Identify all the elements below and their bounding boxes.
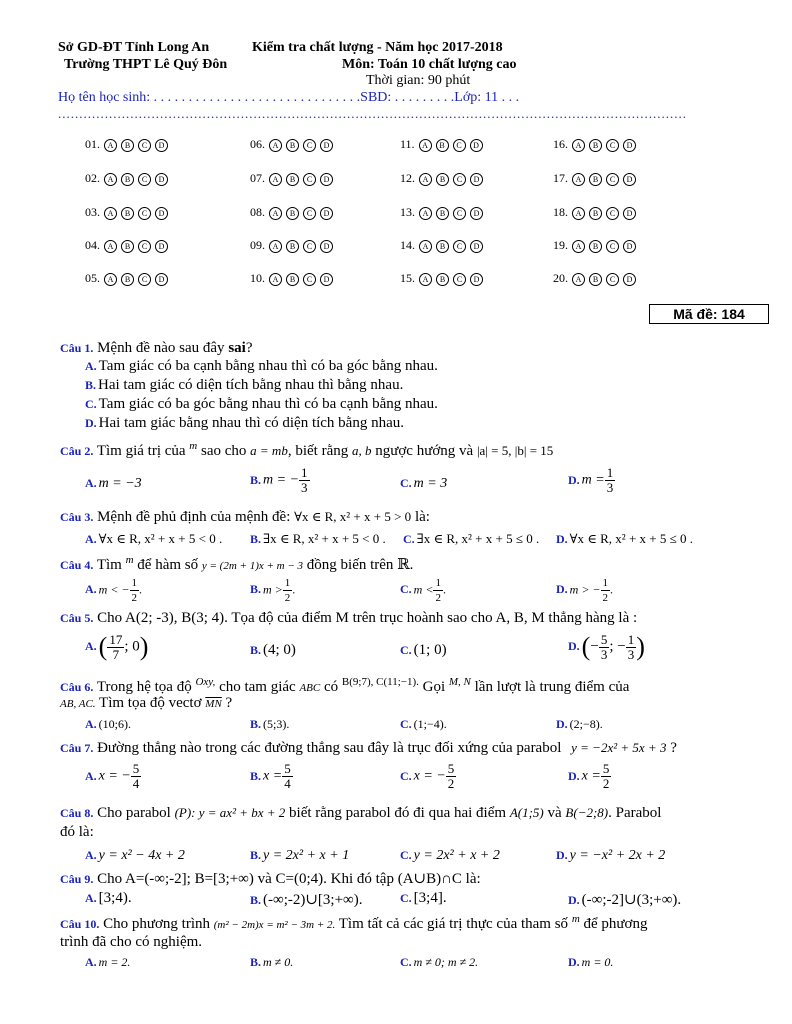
answer-bubble-b[interactable]: B	[436, 240, 449, 253]
answer-bubble-b[interactable]: B	[286, 240, 299, 253]
answer-bubble-c[interactable]: C	[606, 173, 619, 186]
answer-cell	[400, 171, 483, 186]
answer-bubble-c[interactable]: C	[138, 273, 151, 286]
answer-number: 11.	[400, 137, 415, 151]
q4-option-c[interactable]: C. m < $\frac{1}{2}$ .	[400, 577, 446, 604]
exam-code-box: Mã đề: 184	[649, 304, 769, 324]
answer-bubble-b[interactable]: B	[286, 207, 299, 220]
answer-number: 10.	[250, 271, 265, 285]
question-6-line2: AB, AC. Tìm tọa độ vectơ $\overline{MN}$ ?	[60, 695, 233, 711]
answer-bubble-c[interactable]: C	[606, 139, 619, 152]
answer-bubble-a[interactable]: A	[104, 173, 117, 186]
question-3: Câu 3. Mệnh đề phủ định của mệnh đề: ∀x ∈ R, x² + x + 5 > 0 là:	[60, 509, 430, 525]
answer-number: 04.	[85, 238, 100, 252]
answer-cell	[553, 171, 636, 186]
answer-cell	[85, 205, 168, 220]
question-1: Câu 1. Mệnh đề nào sau đây sai?	[60, 340, 253, 356]
answer-number: 18.	[553, 205, 568, 219]
answer-cell	[400, 238, 483, 253]
answer-bubble-d[interactable]: D	[155, 173, 168, 186]
q8-option-b[interactable]: B. y = 2x² + x + 1	[250, 848, 350, 863]
answer-bubble-b[interactable]: B	[589, 273, 602, 286]
answer-bubble-b[interactable]: B	[589, 240, 602, 253]
answer-bubble-d[interactable]: D	[320, 139, 333, 152]
answer-number: 20.	[553, 271, 568, 285]
answer-bubble-c[interactable]: C	[303, 240, 316, 253]
answer-bubble-a[interactable]: A	[572, 207, 585, 220]
answer-number: 02.	[85, 171, 100, 185]
answer-number: 16.	[553, 137, 568, 151]
answer-bubble-c[interactable]: C	[138, 139, 151, 152]
q10-option-c[interactable]: C. m ≠ 0; m ≠ 2.	[400, 955, 479, 969]
q5-option-c[interactable]: C. (1; 0)	[400, 642, 447, 658]
q6-option-d[interactable]: D. (2;−8).	[556, 717, 603, 731]
answer-bubble-b[interactable]: B	[436, 273, 449, 286]
answer-bubble-b[interactable]: B	[121, 273, 134, 286]
answer-bubble-a[interactable]: A	[269, 273, 282, 286]
q6-option-a[interactable]: A. (10;6).	[85, 717, 131, 731]
q4-option-d[interactable]: D. m > − $\frac{1}{2}$ .	[556, 577, 614, 604]
answer-bubble-d[interactable]: D	[155, 139, 168, 152]
q3-option-d[interactable]: D. ∀x ∈ R, x² + x + 5 ≤ 0 .	[556, 531, 694, 546]
answer-number: 08.	[250, 205, 265, 219]
question-5: Câu 5. Cho A(2; -3), B(3; 4). Tọa độ của điểm M trên trục hoành sao cho A, B, M thẳng hàng là :	[60, 610, 638, 626]
answer-bubble-b[interactable]: B	[286, 173, 299, 186]
answer-bubble-a[interactable]: A	[419, 240, 432, 253]
q10-option-a[interactable]: A. m = 2.	[85, 955, 131, 969]
answer-cell	[553, 238, 636, 253]
answer-number: 19.	[553, 238, 568, 252]
answer-bubble-a[interactable]: A	[269, 207, 282, 220]
exam-subject: Môn: Toán 10 chất lượng cao	[342, 57, 517, 72]
q7-option-a[interactable]: A. x = − $\frac{5}{4}$	[85, 761, 140, 791]
question-6: Câu 6. Trong hệ tọa độ $^{Oxy,}$ cho tam giác ABC có $^{B(9;7), C(11;-1).}$ Gọi $^{M, N}$ lần lượt là trung điểm của	[60, 676, 630, 695]
q9-option-d[interactable]: D. (-∞;-2]∪(3;+∞).	[568, 892, 682, 908]
answer-bubble-d[interactable]: D	[470, 139, 483, 152]
q7-option-b[interactable]: B. x = $\frac{5}{4}$	[250, 761, 291, 791]
answer-bubble-a[interactable]: A	[104, 240, 117, 253]
q2-option-b[interactable]: B. m = − $\frac{1}{3}$	[250, 465, 308, 495]
answer-bubble-a[interactable]: A	[572, 240, 585, 253]
answer-bubble-d[interactable]: D	[470, 273, 483, 286]
answer-bubble-b[interactable]: B	[436, 173, 449, 186]
answer-cell	[250, 171, 333, 186]
answer-bubble-b[interactable]: B	[121, 173, 134, 186]
answer-cell	[250, 205, 333, 220]
answer-number: 09.	[250, 238, 265, 252]
answer-cell	[85, 271, 168, 286]
answer-bubble-c[interactable]: C	[303, 173, 316, 186]
answer-bubble-d[interactable]: D	[623, 273, 636, 286]
answer-bubble-b[interactable]: B	[589, 139, 602, 152]
answer-bubble-b[interactable]: B	[286, 139, 299, 152]
exam-title: Kiểm tra chất lượng - Năm học 2017-2018	[252, 40, 503, 55]
answer-bubble-d[interactable]: D	[623, 207, 636, 220]
answer-number: 14.	[400, 238, 415, 252]
answer-number: 17.	[553, 171, 568, 185]
answer-bubble-a[interactable]: A	[104, 207, 117, 220]
q8-option-c[interactable]: C. y = 2x² + x + 2	[400, 848, 500, 863]
question-2: Câu 2. Tìm giá trị của $^m$ sao cho a = mb, biết rằng a, b ngược hướng và |a| = 5, |b| = 15	[60, 440, 554, 459]
answer-bubble-c[interactable]: C	[453, 173, 466, 186]
q4-option-b[interactable]: B. m > $\frac{1}{2}$ .	[250, 577, 296, 604]
answer-cell	[85, 171, 168, 186]
answer-bubble-c[interactable]: C	[303, 139, 316, 152]
answer-bubble-d[interactable]: D	[320, 273, 333, 286]
answer-bubble-b[interactable]: B	[436, 207, 449, 220]
answer-bubble-a[interactable]: A	[572, 139, 585, 152]
answer-bubble-c[interactable]: C	[138, 173, 151, 186]
answer-number: 03.	[85, 205, 100, 219]
answer-bubble-a[interactable]: A	[269, 173, 282, 186]
answer-number: 06.	[250, 137, 265, 151]
answer-bubble-d[interactable]: D	[623, 240, 636, 253]
answer-bubble-d[interactable]: D	[155, 240, 168, 253]
question-8-line2: đó là:	[60, 824, 94, 840]
answer-bubble-a[interactable]: A	[104, 139, 117, 152]
exam-duration: Thời gian: 90 phút	[366, 73, 471, 88]
answer-bubble-a[interactable]: A	[572, 173, 585, 186]
answer-bubble-b[interactable]: B	[436, 139, 449, 152]
answer-bubble-a[interactable]: A	[572, 273, 585, 286]
answer-bubble-c[interactable]: C	[138, 240, 151, 253]
q8-option-d[interactable]: D. y = −x² + 2x + 2	[556, 848, 666, 863]
question-9: Câu 9. Cho A=(-∞;-2]; B=[3;+∞) và C=(0;4). Khi đó tập (A∪B)∩C là:	[60, 871, 481, 887]
q8-option-a[interactable]: A. y = x² − 4x + 2	[85, 848, 185, 863]
answer-cell	[553, 137, 636, 152]
q1-option-b[interactable]: B. Hai tam giác có diện tích bằng nhau thì bằng nhau.	[85, 377, 404, 393]
answer-bubble-b[interactable]: B	[121, 139, 134, 152]
answer-number: 15.	[400, 271, 415, 285]
q10-option-d[interactable]: D. m = 0.	[568, 955, 614, 969]
school-department: Sở GD-ĐT Tỉnh Long An	[58, 40, 210, 55]
q2-option-c[interactable]: C. m = 3	[400, 476, 448, 491]
answer-bubble-c[interactable]: C	[606, 207, 619, 220]
answer-bubble-a[interactable]: A	[419, 173, 432, 186]
q2-option-a[interactable]: A. m = −3	[85, 476, 142, 491]
answer-bubble-d[interactable]: D	[470, 173, 483, 186]
q3-option-a[interactable]: A. ∀x ∈ R, x² + x + 5 < 0 .	[85, 531, 223, 546]
answer-cell	[250, 238, 333, 253]
answer-cell	[250, 137, 333, 152]
answer-bubble-c[interactable]: C	[303, 273, 316, 286]
q9-option-b[interactable]: B. (-∞;-2)∪[3;+∞).	[250, 892, 363, 908]
answer-bubble-d[interactable]: D	[155, 207, 168, 220]
answer-bubble-a[interactable]: A	[419, 139, 432, 152]
q3-option-c[interactable]: C. ∃x ∈ R, x² + x + 5 ≤ 0 .	[403, 531, 540, 546]
q6-option-b[interactable]: B. (5;3).	[250, 717, 290, 731]
q9-option-a[interactable]: A. [3;4).	[85, 890, 132, 906]
q5-option-b[interactable]: B. (4; 0)	[250, 642, 296, 658]
q6-option-c[interactable]: C. (1;−4).	[400, 717, 447, 731]
answer-bubble-c[interactable]: C	[453, 240, 466, 253]
q1-option-c[interactable]: C. Tam giác có ba góc bằng nhau thì có ba cạnh bằng nhau.	[85, 396, 438, 412]
answer-bubble-b[interactable]: B	[589, 173, 602, 186]
answer-cell	[85, 238, 168, 253]
q3-option-b[interactable]: B. ∃x ∈ R, x² + x + 5 < 0 .	[250, 531, 386, 546]
question-10: Câu 10. Cho phương trình (m² − 2m)x = m² − 3m + 2. Tìm tất cả các giá trị thực của tham số $^m$ để phương	[60, 913, 648, 932]
answer-bubble-a[interactable]: A	[104, 273, 117, 286]
q4-option-a[interactable]: A. m < − $\frac{1}{2}$ .	[85, 577, 143, 604]
answer-number: 13.	[400, 205, 415, 219]
answer-bubble-d[interactable]: D	[623, 173, 636, 186]
answer-cell	[250, 271, 333, 286]
answer-bubble-d[interactable]: D	[155, 273, 168, 286]
q1-option-a[interactable]: A. Tam giác có ba cạnh bằng nhau thì có ba góc bằng nhau.	[85, 358, 438, 374]
q7-option-d[interactable]: D. x = $\frac{5}{2}$	[568, 761, 610, 791]
answer-number: 12.	[400, 171, 415, 185]
answer-bubble-c[interactable]: C	[453, 207, 466, 220]
answer-bubble-c[interactable]: C	[453, 139, 466, 152]
q2-option-d[interactable]: D. m = $\frac{1}{3}$	[568, 465, 614, 495]
answer-bubble-c[interactable]: C	[606, 240, 619, 253]
answer-cell	[553, 271, 636, 286]
q7-option-c[interactable]: C. x = − $\frac{5}{2}$	[400, 761, 455, 791]
answer-bubble-a[interactable]: A	[269, 240, 282, 253]
q5-option-a[interactable]: A.( $\frac{17}{7}$ ; 0)	[85, 631, 149, 662]
answer-cell	[400, 271, 483, 286]
answer-bubble-d[interactable]: D	[320, 173, 333, 186]
q5-option-d[interactable]: D.(− $\frac{5}{3}$ ; − $\frac{1}{3}$ )	[568, 631, 645, 662]
answer-cell	[553, 205, 636, 220]
q10-option-b[interactable]: B. m ≠ 0.	[250, 955, 294, 969]
answer-bubble-a[interactable]: A	[269, 139, 282, 152]
q1-option-d[interactable]: D. Hai tam giác bằng nhau thì có diện tích bằng nhau.	[85, 415, 404, 431]
answer-cell	[400, 205, 483, 220]
q9-option-c[interactable]: C. [3;4].	[400, 890, 447, 906]
question-8: Câu 8. Cho parabol (P): y = ax² + bx + 2 biết rằng parabol đó đi qua hai điểm A(1;5) và B(−2;8). Parabol	[60, 805, 662, 821]
answer-cell	[400, 137, 483, 152]
answer-bubble-a[interactable]: A	[419, 273, 432, 286]
answer-cell	[85, 137, 168, 152]
answer-bubble-b[interactable]: B	[121, 240, 134, 253]
answer-number: 01.	[85, 137, 100, 151]
answer-number: 07.	[250, 171, 265, 185]
answer-bubble-b[interactable]: B	[589, 207, 602, 220]
answer-bubble-b[interactable]: B	[121, 207, 134, 220]
answer-bubble-c[interactable]: C	[303, 207, 316, 220]
answer-bubble-c[interactable]: C	[606, 273, 619, 286]
answer-bubble-d[interactable]: D	[623, 139, 636, 152]
answer-bubble-a[interactable]: A	[419, 207, 432, 220]
answer-bubble-d[interactable]: D	[470, 240, 483, 253]
answer-number: 05.	[85, 271, 100, 285]
student-info-line: Họ tên học sinh: . . . . . . . . . . . . . . . . . . . . . . . . . . . . . .SBD: . . . . . . . . .Lớp: 11 . . .	[58, 90, 520, 105]
answer-bubble-c[interactable]: C	[453, 273, 466, 286]
answer-bubble-d[interactable]: D	[470, 207, 483, 220]
dotted-separator: ....................................................................................................................................................	[58, 106, 687, 121]
school-name: Trường THPT Lê Quý Đôn	[64, 57, 228, 72]
answer-bubble-b[interactable]: B	[286, 273, 299, 286]
question-10-line2: trình đã cho có nghiệm.	[60, 934, 203, 950]
answer-bubble-d[interactable]: D	[320, 207, 333, 220]
question-4: Câu 4. Tìm $^m$ để hàm số y = (2m + 1)x + m − 3 đồng biến trên ℝ.	[60, 554, 414, 573]
answer-bubble-d[interactable]: D	[320, 240, 333, 253]
question-7: Câu 7. Đường thẳng nào trong các đường thẳng sau đây là trục đối xứng của parabol y = −2x² + 5x + 3 ?	[60, 740, 677, 756]
answer-bubble-c[interactable]: C	[138, 207, 151, 220]
